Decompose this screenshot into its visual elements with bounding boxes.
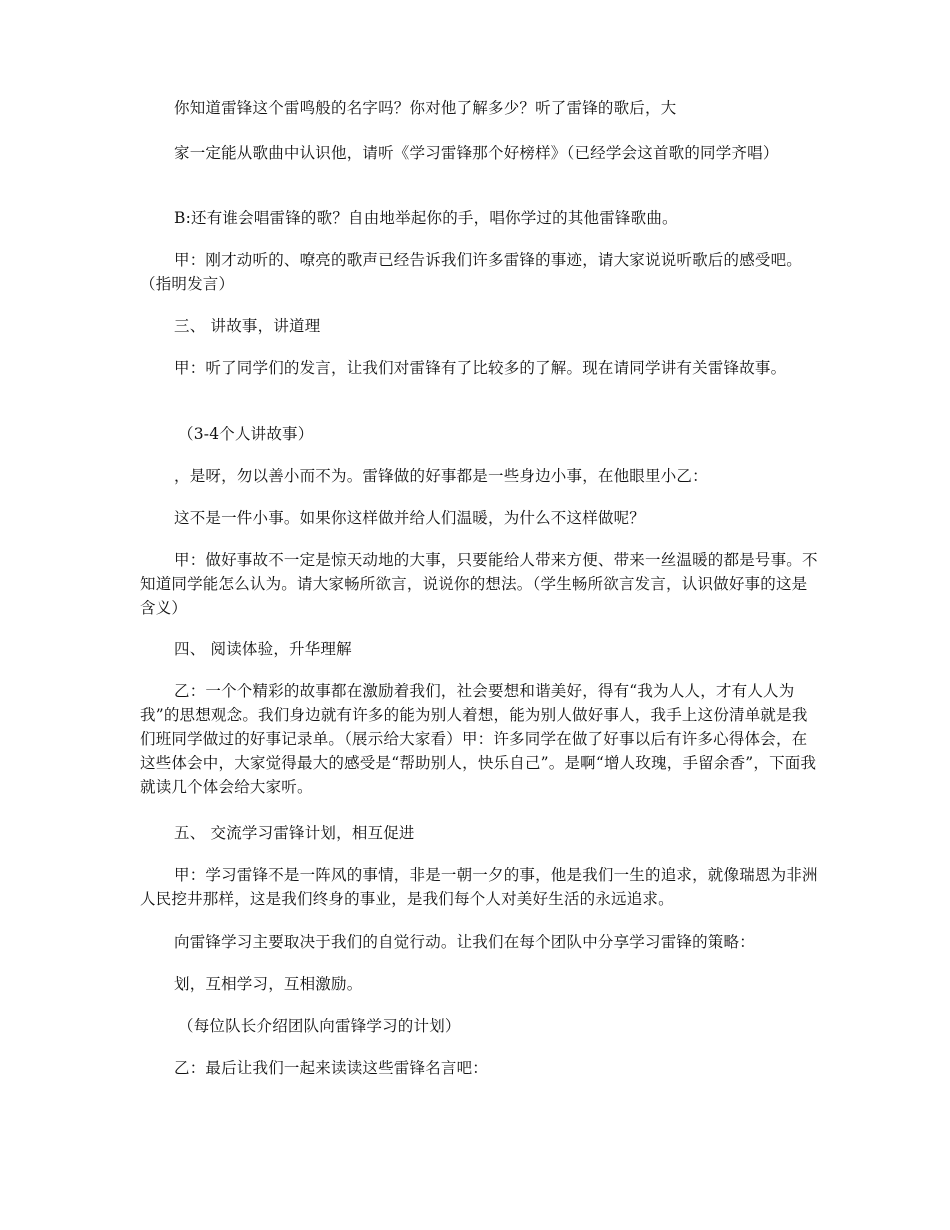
paragraph-song-feelings: 甲：刚才动听的、嘹亮的歌声已经告诉我们许多雷锋的事迹，请大家说说听歌后的感受吧。（指明发言） — [140, 251, 803, 293]
paragraph-other-songs: B:还有谁会唱雷锋的歌？自由地举起你的手，唱你学过的其他雷锋歌曲。 — [174, 209, 678, 227]
paragraph-story-intro: 甲：听了同学们的发言，让我们对雷锋有了比较多的了解。现在请同学讲有关雷锋故事。 — [174, 359, 787, 377]
paragraph-story-note: （3-4个人讲故事） — [178, 425, 314, 443]
paragraph-song-invite: 家一定能从歌曲中认识他，请听《学习雷锋那个好榜样》（已经学会这首歌的同学齐唱） — [174, 144, 779, 162]
paragraph-mutual-learning: 划，互相学习，互相激励。 — [174, 975, 363, 993]
paragraph-small-deeds: ，是呀，勿以善小而不为。雷锋做的好事都是一些身边小事，在他眼里小乙： — [174, 467, 708, 485]
paragraph-self-action: 向雷锋学习主要取决于我们的自觉行动。让我们在每个团队中分享学习雷锋的策略： — [174, 933, 755, 951]
paragraph-lifelong-pursuit: 甲：学习雷锋不是一阵风的事情，非是一朝一夕的事，他是我们一生的追求，就像瑞恩为非洲人民挖井那样，这是我们终身的事业，是我们每个人对美好生活的永远追求。 — [140, 866, 818, 908]
paragraph-quotes-intro: 乙：最后让我们一起来读读这些雷锋名言吧： — [174, 1059, 489, 1077]
section-heading-3: 三、 讲故事，讲道理 — [174, 317, 321, 335]
paragraph-not-small-thing: 这不是一件小事。如果你这样做并给人们温暖，为什么不这样做呢？ — [174, 509, 646, 527]
paragraph-inspiring-stories: 乙：一个个精彩的故事都在激励着我们，社会要想和谐美好，得有“我为人人，才有人人为我”的思想观念。我们身边就有许多的能为别人着想，能为别人做好事人，我手上这份清单就是我们班同学做过的好事记录单。（展示给大家看）甲：许多同学在做了好事以后有许多心得体会，在这些体会中，大家觉得最大的感受是“帮助别人，快乐自己”。是啊“增人玫瑰，手留余香”，下面我就读几个体会给大家听。 — [140, 682, 817, 796]
paragraph-team-plans: （每位队长介绍团队向雷锋学习的计划） — [178, 1017, 461, 1035]
paragraph-intro-question: 你知道雷锋这个雷鸣般的名字吗？你对他了解多少？听了雷锋的歌后，大 — [174, 99, 677, 117]
section-heading-4: 四、 阅读体验，升华理解 — [174, 640, 352, 658]
section-heading-5: 五、 交流学习雷锋计划，相互促进 — [174, 824, 415, 842]
paragraph-good-deeds: 甲：做好事故不一定是惊天动地的大事，只要能给人带来方便、带来一丝温暖的都是号事。不知道同学能怎么认为。请大家畅所欲言，说说你的想法。（学生畅所欲言发言，认识做好事的这是含义） — [140, 551, 818, 617]
